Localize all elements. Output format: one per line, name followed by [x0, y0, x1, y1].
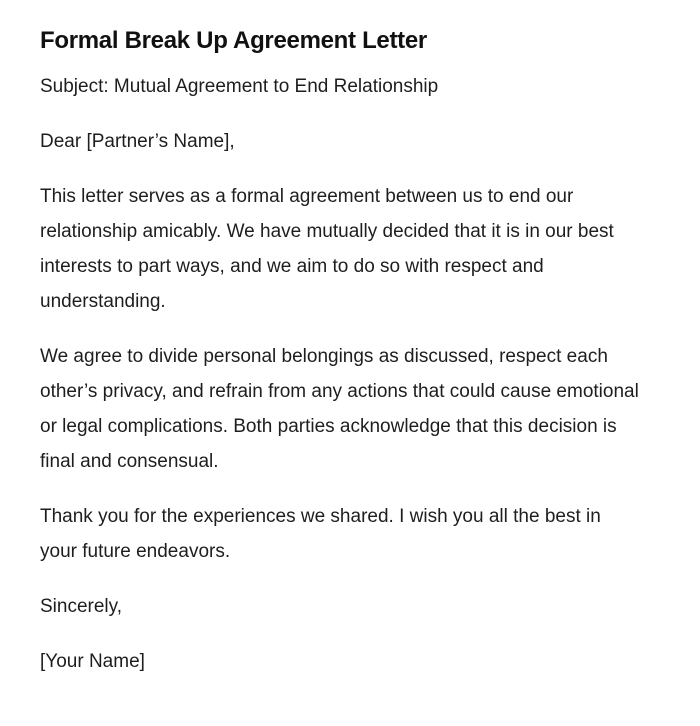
letter-paragraph-2: We agree to divide personal belongings as discussed, respect each other’s privacy, and refrain from any actions that could cause emotional or legal complications. Both parties acknowledge that this decision is final and consensual. — [40, 346, 639, 472]
letter-paragraph-3: Thank you for the experiences we shared. I wish you all the best in your future endeavors. — [40, 506, 601, 562]
page-title: Formal Break Up Agreement Letter — [40, 27, 427, 54]
letter-paragraph-1: This letter serves as a formal agreement between us to end our relationship amicably. We have mutually decided that it is in our best interests to part ways, and we aim to do so with respect and understanding. — [40, 186, 614, 312]
letter-signature: [Your Name] — [40, 651, 145, 672]
letter-document — [40, 25, 640, 679]
letter-greeting: Dear [Partner’s Name], — [40, 131, 235, 152]
letter-closing: Sincerely, — [40, 596, 123, 617]
letter-subject: Subject: Mutual Agreement to End Relationship — [40, 76, 439, 97]
